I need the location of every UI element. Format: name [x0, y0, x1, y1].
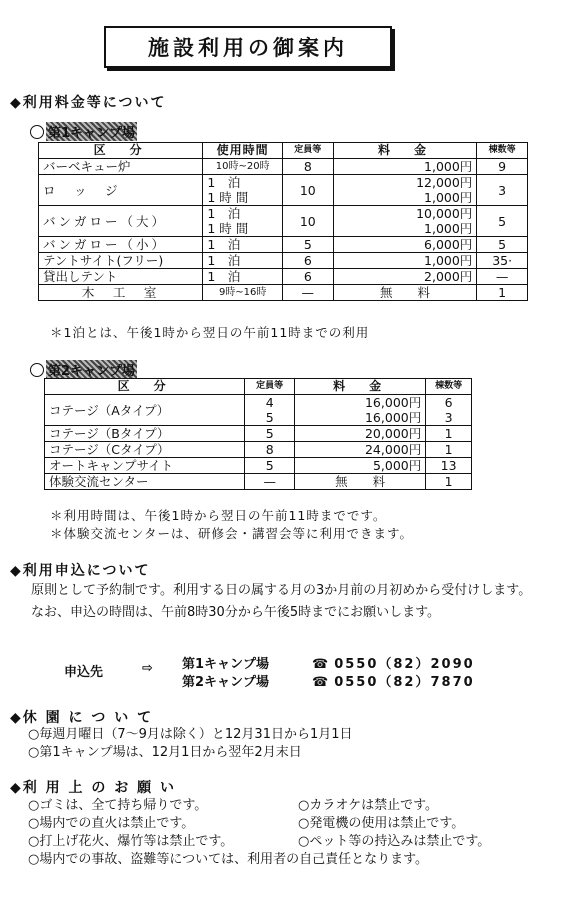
row-count: 13	[426, 458, 472, 474]
camp2-note: ＊利用時間は、午後1時から翌日の午前11時までです。	[50, 508, 387, 523]
apply-heading: ◆利用申込について	[10, 563, 151, 579]
contact-phone	[312, 671, 475, 690]
row-name: 貸出しテント	[39, 269, 203, 285]
list-item: ○打上げ花火、爆竹等は禁止です。	[28, 834, 234, 849]
table-row	[45, 442, 472, 458]
list-item: ○第1キャンプ場は、12月1日から翌年2月末日	[28, 745, 302, 760]
table-row	[45, 395, 472, 426]
row-fee-line: 1,000円	[424, 190, 473, 205]
contact-phone	[312, 653, 475, 672]
phone-icon: ☎	[312, 675, 331, 690]
list-item: ○発電機の使用は禁止です。	[298, 816, 465, 831]
table-row	[39, 159, 528, 175]
table-header-row	[45, 379, 472, 395]
header-count: 棟数等	[477, 143, 528, 159]
table-row	[39, 285, 528, 301]
header-fee: 料 金	[295, 379, 426, 395]
row-capacity: 10	[282, 206, 333, 237]
header-category: 区 分	[39, 143, 203, 159]
header-capacity: 定員等	[245, 379, 295, 395]
row-capacity: 6	[282, 253, 333, 269]
table-row	[45, 426, 472, 442]
row-time	[203, 206, 283, 237]
circle-icon	[30, 125, 44, 139]
contact-place: 第1キャンプ場	[182, 657, 270, 672]
row-time-line: 1 時 間	[207, 221, 249, 236]
apply-paragraph: なお、申込の時間は、午前8時30分から午後5時までにお願いします。	[31, 605, 441, 620]
row-name: コテージ（Bタイプ）	[45, 426, 245, 442]
apply-text	[18, 580, 548, 624]
row-fee	[295, 395, 426, 426]
closed-heading: ◆休 園 に つ い て	[10, 710, 154, 726]
row-time: 1 泊	[203, 269, 283, 285]
header-count: 棟数等	[426, 379, 472, 395]
row-name: コテージ（Aタイプ）	[45, 395, 245, 426]
table-header-row	[39, 143, 528, 159]
row-name: 体験交流センター	[45, 474, 245, 490]
table-row	[39, 269, 528, 285]
camp2-label: 第2キャンプ場	[46, 360, 137, 379]
row-capacity: 5	[245, 426, 295, 442]
row-fee: 無 料	[295, 474, 426, 490]
table-row	[45, 458, 472, 474]
row-time	[203, 175, 283, 206]
row-fee: 6,000円	[333, 237, 477, 253]
row-count: 5	[477, 206, 528, 237]
row-capacity	[245, 395, 295, 426]
row-capacity-line: 4	[265, 395, 274, 410]
list-item: ○毎週月曜日（7～9月は除く）と12月31日から1月1日	[28, 727, 353, 742]
row-capacity-line: 5	[265, 410, 274, 425]
apply-paragraph: 原則として予約制です。利用する日の属する月の3か月前の月初めから受付けします。	[31, 583, 532, 598]
contact-place: 第2キャンプ場	[182, 675, 270, 690]
row-time-line: 1 泊	[207, 175, 241, 190]
row-count: 1	[426, 426, 472, 442]
header-capacity: 定員等	[282, 143, 333, 159]
row-time: 1 泊	[203, 253, 283, 269]
row-count-line: 6	[444, 395, 453, 410]
contact-tel: 0550（82）7870	[334, 675, 475, 690]
table-row	[39, 237, 528, 253]
table-row	[39, 253, 528, 269]
header-fee: 料 金	[333, 143, 477, 159]
camp2-fee-table	[44, 378, 472, 490]
row-time-line: 1 泊	[207, 206, 241, 221]
row-count: 3	[477, 175, 528, 206]
row-name: ロ ッ ジ	[39, 175, 203, 206]
camp1-fee-table	[38, 142, 528, 301]
contact-tel: 0550（82）2090	[334, 657, 475, 672]
page-title: 施設利用の御案内	[104, 26, 392, 68]
row-fee-line: 16,000円	[364, 395, 422, 410]
camp2-note: ＊体験交流センターは、研修会・講習会等に利用できます。	[50, 526, 414, 541]
row-fee: 20,000円	[295, 426, 426, 442]
circle-icon	[30, 363, 44, 377]
list-item: ○場内での事故、盗難等については、利用者の自己責任となります。	[28, 852, 429, 867]
row-count: 9	[477, 159, 528, 175]
arrow-icon: ⇨	[142, 661, 153, 676]
list-item: ○カラオケは禁止です。	[298, 798, 439, 813]
row-capacity: 5	[282, 237, 333, 253]
row-count-line: 3	[444, 410, 453, 425]
row-count: —	[477, 269, 528, 285]
list-item: ○ペット等の持込みは禁止です。	[298, 834, 491, 849]
closed-list	[28, 726, 353, 762]
row-fee-line: 10,000円	[416, 206, 473, 221]
table-row	[39, 175, 528, 206]
row-name: コテージ（Cタイプ）	[45, 442, 245, 458]
requests-list	[28, 797, 548, 851]
row-capacity: 10	[282, 175, 333, 206]
row-capacity: 6	[282, 269, 333, 285]
row-fee: 1,000円	[333, 253, 477, 269]
row-capacity: —	[282, 285, 333, 301]
row-fee: 24,000円	[295, 442, 426, 458]
row-fee-line: 1,000円	[424, 221, 473, 236]
row-capacity: 8	[282, 159, 333, 175]
row-time: 1 泊	[203, 237, 283, 253]
row-time: 10時~20時	[203, 159, 283, 175]
row-time-line: 1 時 間	[207, 190, 249, 205]
row-fee: 1,000円	[333, 159, 477, 175]
row-name: バーベキュー炉	[39, 159, 203, 175]
row-fee: 無 料	[333, 285, 477, 301]
camp1-heading	[30, 122, 137, 141]
row-fee	[333, 206, 477, 237]
row-capacity: —	[245, 474, 295, 490]
row-capacity: 8	[245, 442, 295, 458]
list-item: ○ゴミは、全て持ち帰りです。	[28, 798, 208, 813]
row-count	[426, 395, 472, 426]
header-category: 区 分	[45, 379, 245, 395]
fees-heading: ◆利用料金等について	[10, 95, 167, 111]
requests-heading: ◆利 用 上 の お 願 い	[10, 780, 177, 796]
row-name: バンガロー（大）	[39, 206, 203, 237]
row-fee-line: 16,000円	[364, 410, 422, 425]
row-fee	[333, 175, 477, 206]
contact-label: 申込先	[64, 665, 104, 680]
header-time: 使用時間	[203, 143, 283, 159]
row-count: 1	[426, 442, 472, 458]
row-name: テントサイト(フリー)	[39, 253, 203, 269]
row-count: 35·	[477, 253, 528, 269]
camp2-heading	[30, 360, 137, 379]
row-name: バンガロー（小）	[39, 237, 203, 253]
row-fee: 2,000円	[333, 269, 477, 285]
row-count: 1	[477, 285, 528, 301]
phone-icon: ☎	[312, 657, 331, 672]
row-count: 1	[426, 474, 472, 490]
list-item: ○場内での直火は禁止です。	[28, 816, 195, 831]
row-time: 9時~16時	[203, 285, 283, 301]
table-row	[39, 206, 528, 237]
camp1-note: ＊1泊とは、午後1時から翌日の午前11時までの利用	[50, 325, 370, 340]
row-fee-line: 12,000円	[416, 175, 473, 190]
row-fee: 5,000円	[295, 458, 426, 474]
table-row	[45, 474, 472, 490]
row-capacity: 5	[245, 458, 295, 474]
row-name: 木 工 室	[39, 285, 203, 301]
row-count: 5	[477, 237, 528, 253]
camp1-label: 第1キャンプ場	[46, 122, 137, 141]
row-name: オートキャンプサイト	[45, 458, 245, 474]
